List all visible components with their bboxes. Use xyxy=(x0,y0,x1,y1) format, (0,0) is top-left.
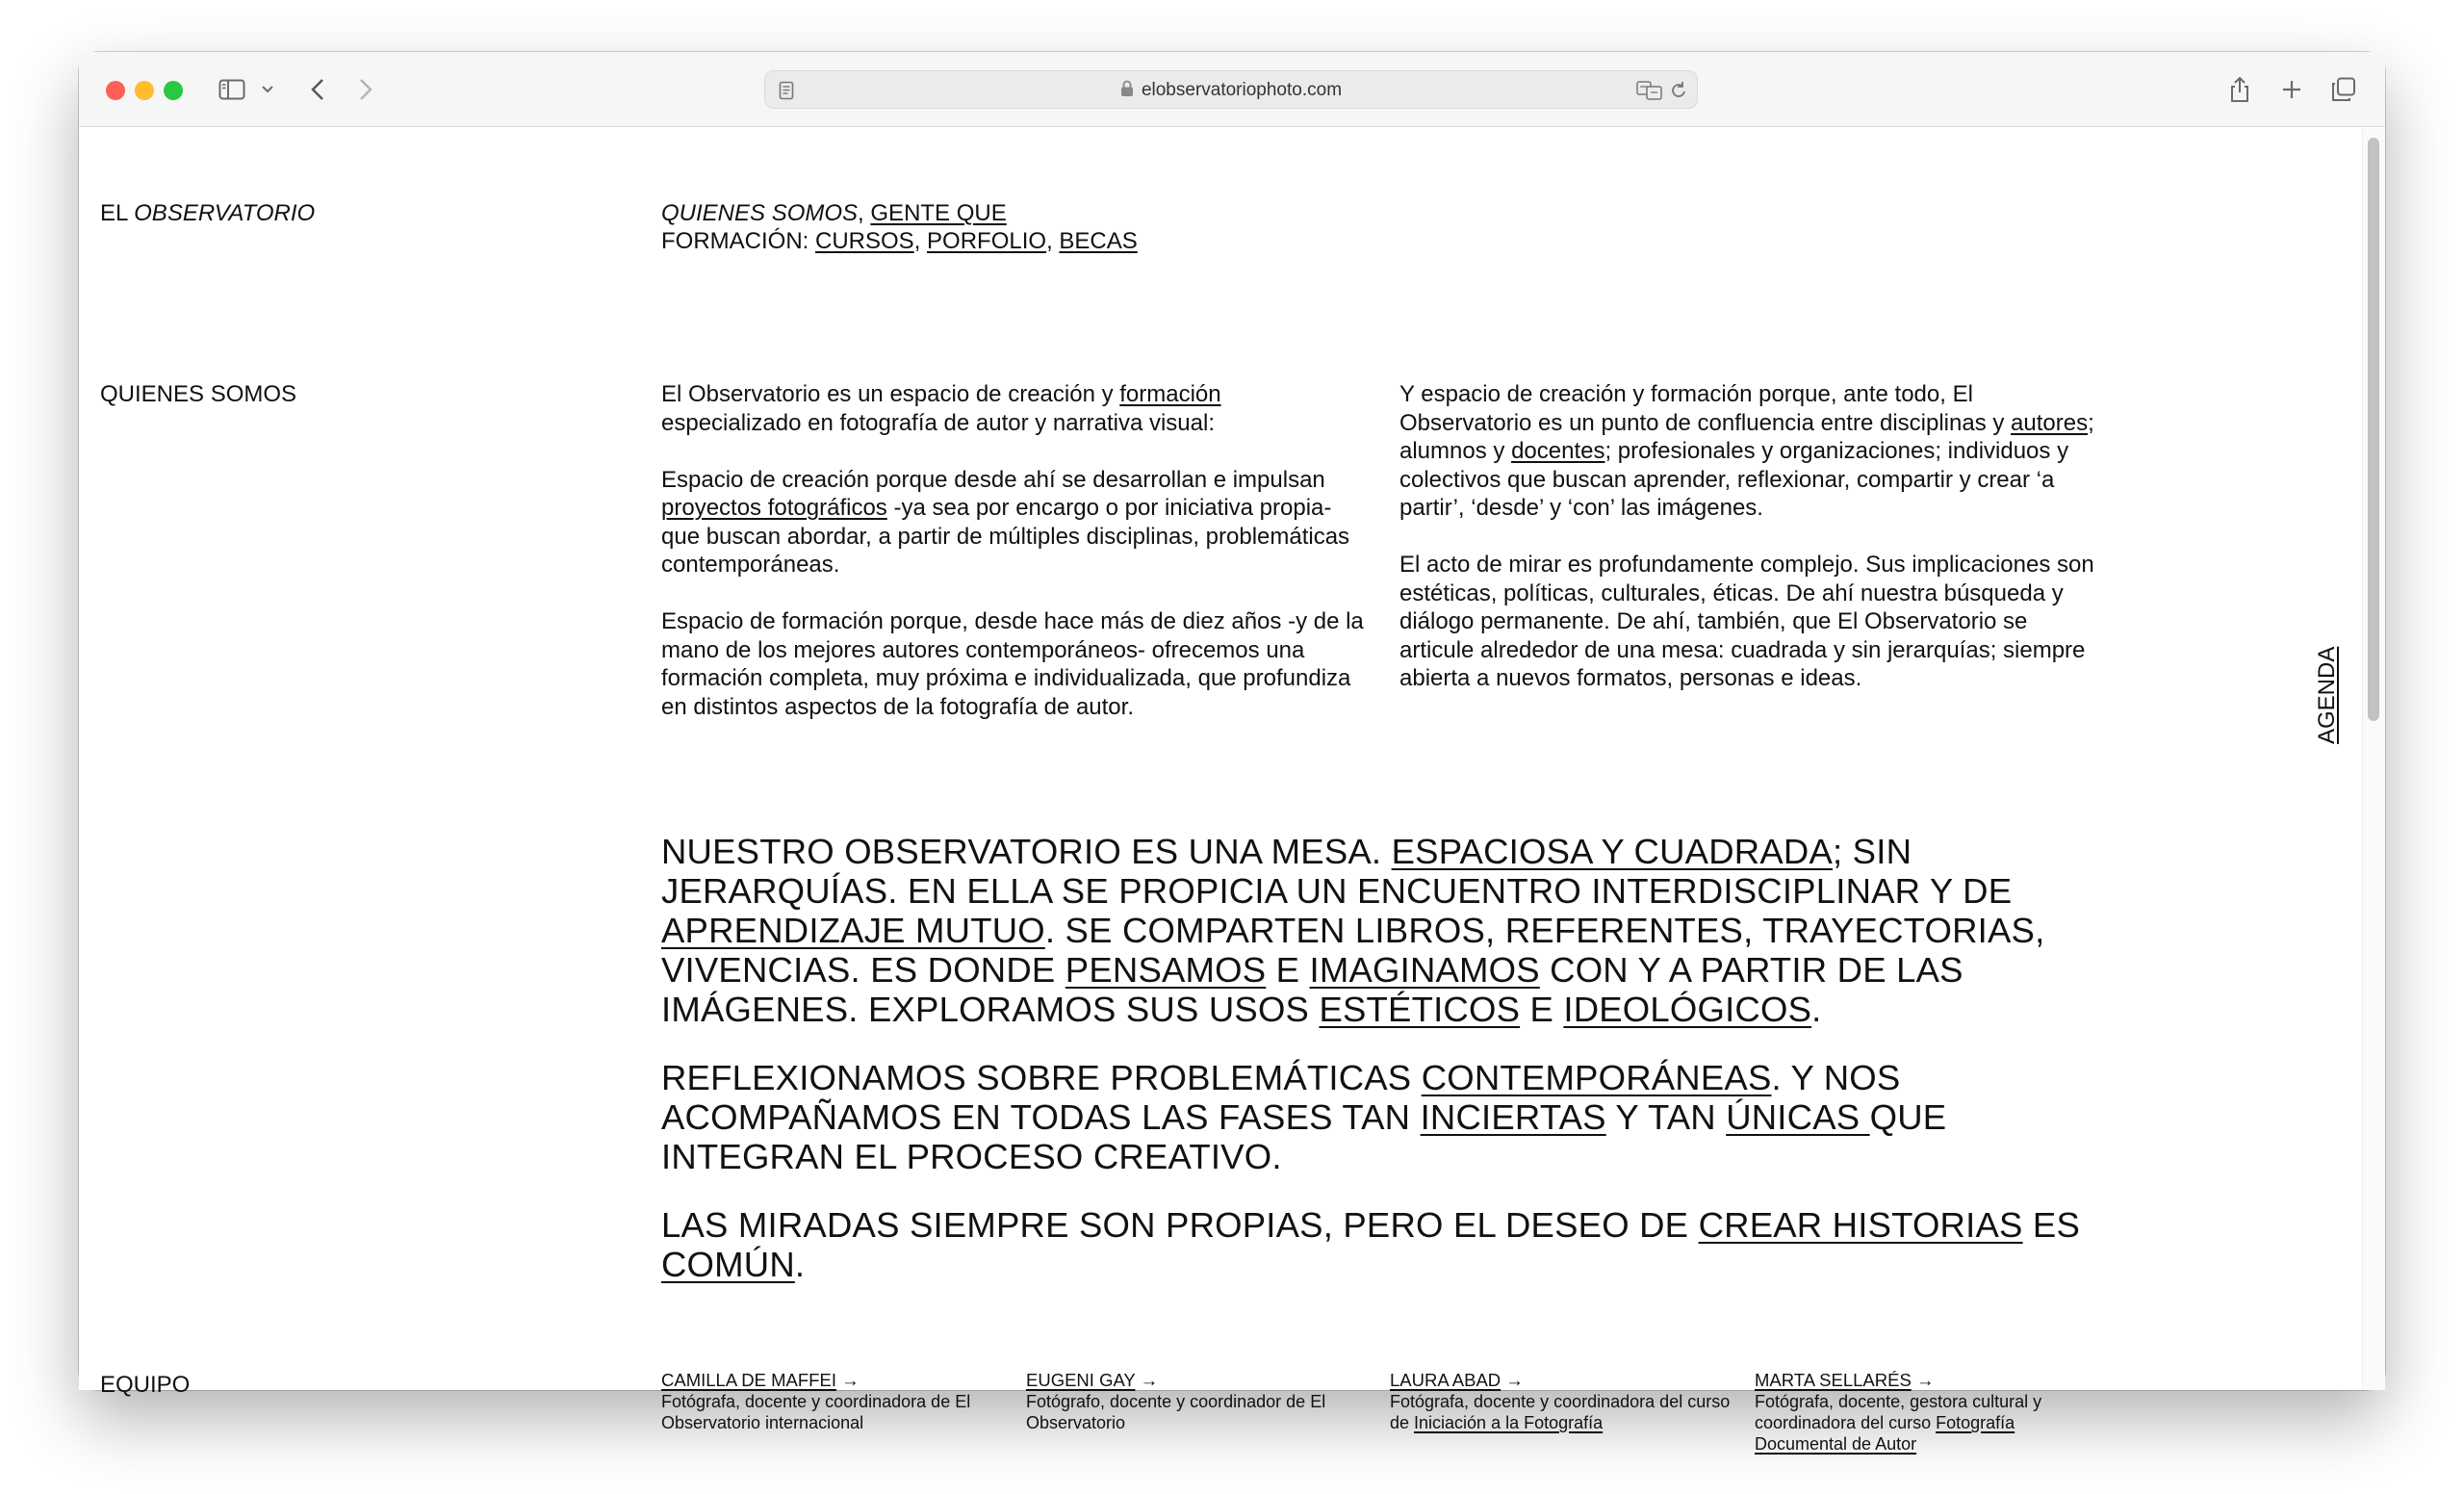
link-esteticos[interactable]: ESTÉTICOS xyxy=(1319,990,1521,1029)
link-formacion[interactable]: formación xyxy=(1119,381,1221,407)
quienes-paragraph: El acto de mirar es profundamente complejo. Sus implicaciones son estéticas, políticas, culturales, éticas. De ahí nuestra búsqueda y diálogo permanente. De ahí, también, que El Observatorio se articule alrededor de una mesa: cuadrada y sin jerarquías; siempre abierta a nuevos formatos, personas e ideas. xyxy=(1399,552,2094,691)
link-contemporaneas[interactable]: CONTEMPORÁNEAS xyxy=(1421,1058,1772,1097)
nav-formacion-label: FORMACIÓN: xyxy=(661,228,815,254)
link-docentes[interactable]: docentes xyxy=(1511,438,1605,464)
team-member xyxy=(1755,1370,2101,1455)
web-page xyxy=(79,128,2385,1454)
quienes-paragraph: Espacio de creación porque desde ahí se desarrollan e impulsan proyectos fotográficos -ya sea por encargo o por iniciativa propia- que buscan abordar, a partir de múltiples disciplinas, problemáticas contemporáneas. xyxy=(661,466,1350,578)
arrow-right-icon: → xyxy=(1911,1370,1935,1390)
forward-arrow-icon[interactable] xyxy=(354,71,377,108)
manifesto-block: NUESTRO OBSERVATORIO ES UNA MESA. ESPACIOSA Y CUADRADA; SIN JERARQUÍAS. EN ELLA SE PROPICIA UN ENCUENTRO INTERDISCIPLINAR Y DE APRENDIZAJE MUTUO. SE COMPARTEN LIBROS, REFERENTES, TRAYECTORIAS, VIVENCIAS. ES DONDE PENSAMOS E IMAGINAMOS CON Y A PARTIR DE LAS IMÁGENES. EXPLORAMOS SUS USOS ESTÉTICOS E IDEOLÓGICOS. xyxy=(661,832,2045,1029)
lock-icon xyxy=(1120,80,1134,97)
link-espaciosa-y-cuadrada[interactable]: ESPACIOSA Y CUADRADA xyxy=(1391,832,1833,871)
link-fotografia-documental[interactable]: Fotografía Documental de Autor xyxy=(1755,1413,2015,1454)
browser-toolbar xyxy=(79,52,2385,127)
quienes-left-column xyxy=(661,380,1364,750)
back-arrow-icon[interactable] xyxy=(306,71,329,108)
link-autores[interactable]: autores xyxy=(2011,409,2089,436)
quienes-paragraph: Y espacio de creación y formación porque, ante todo, El Observatorio es un punto de confluencia entre disciplinas y autores; alumnos y docentes; profesionales y organizaciones; individuos y colectivos que buscan aprender, reflexionar, compartir y crear ‘a partir’, ‘desde’ y ‘con’ las imágenes. xyxy=(1399,381,2094,521)
scrollbar-thumb[interactable] xyxy=(2368,138,2379,721)
url-value: elobservatoriophoto.com xyxy=(1141,80,1343,100)
logo-italic: OBSERVATORIO xyxy=(134,200,316,226)
manifesto xyxy=(661,832,2105,1313)
team-member-desc: Fotógrafa, docente y coordinadora del curso de Iniciación a la Fotografía xyxy=(1390,1392,1731,1432)
nav-line-2: FORMACIÓN: CURSOS, PORFOLIO, BECAS xyxy=(661,228,1138,254)
nav-becas[interactable]: BECAS xyxy=(1059,228,1138,254)
logo-prefix: EL xyxy=(100,200,135,226)
nav-cursos[interactable]: CURSOS xyxy=(815,228,914,254)
browser-window xyxy=(79,52,2385,1454)
link-inciertas[interactable]: INCIERTAS xyxy=(1420,1097,1606,1137)
tab-overview-icon[interactable] xyxy=(2329,71,2358,108)
team-member-name[interactable]: MARTA SELLARÉS xyxy=(1755,1370,1912,1390)
arrow-right-icon: → xyxy=(1501,1370,1524,1390)
team-member xyxy=(1390,1370,1736,1433)
main-nav xyxy=(661,199,1335,255)
translate-icon[interactable] xyxy=(1635,71,1664,110)
team-member-desc: Fotógrafa, docente, gestora cultural y coordinadora del curso Fotografía Documental de Autor xyxy=(1755,1392,2042,1454)
zoom-window-button[interactable] xyxy=(164,81,183,100)
link-aprendizaje-mutuo[interactable]: APRENDIZAJE MUTUO xyxy=(661,911,1045,950)
section-heading-equipo: EQUIPO xyxy=(100,1372,191,1398)
nav-porfolio[interactable]: PORFOLIO xyxy=(927,228,1047,254)
team-member-name[interactable]: LAURA ABAD xyxy=(1390,1370,1502,1390)
nav-gente-que[interactable]: GENTE QUE xyxy=(870,200,1007,226)
url-text[interactable] xyxy=(765,71,1697,110)
team-member xyxy=(661,1370,1008,1433)
team-member-desc: Fotógrafo, docente y coordinador de El Observatorio xyxy=(1026,1392,1326,1432)
arrow-right-icon: → xyxy=(1135,1370,1159,1390)
team-member-desc: Fotógrafa, docente y coordinadora de El Observatorio internacional xyxy=(661,1392,971,1432)
quienes-paragraph: El Observatorio es un espacio de creación y formación especializado en fotografía de autor y narrativa visual: xyxy=(661,381,1221,436)
quienes-right-column xyxy=(1399,380,2102,721)
team-member-name[interactable]: CAMILLA DE MAFFEI xyxy=(661,1370,836,1390)
scrollbar[interactable] xyxy=(2362,128,2385,1390)
link-crear-historias[interactable]: CREAR HISTORIAS xyxy=(1698,1205,2023,1245)
site-logo[interactable] xyxy=(100,199,315,228)
link-iniciacion-fotografia[interactable]: Iniciación a la Fotografía xyxy=(1414,1413,1604,1432)
manifesto-block: REFLEXIONAMOS SOBRE PROBLEMÁTICAS CONTEMPORÁNEAS. Y NOS ACOMPAÑAMOS EN TODAS LAS FASES TAN INCIERTAS Y TAN ÚNICAS QUE INTEGRAN EL PROCESO CREATIVO. xyxy=(661,1058,1947,1176)
team-member xyxy=(1026,1370,1373,1433)
nav-line-1: QUIENES SOMOS, GENTE QUE xyxy=(661,200,1007,226)
new-tab-plus-icon[interactable] xyxy=(2277,71,2306,108)
address-bar[interactable] xyxy=(764,70,1698,109)
quienes-paragraph: Espacio de formación porque, desde hace más de diez años -y de la mano de los mejores autores contemporáneos- ofrecemos una formación completa, muy próxima e individualizada, que profundiza en distintos aspectos de la fotografía de autor. xyxy=(661,608,1364,720)
arrow-right-icon: → xyxy=(835,1370,860,1390)
reload-icon[interactable] xyxy=(1666,71,1691,110)
close-window-button[interactable] xyxy=(106,81,125,100)
link-pensamos[interactable]: PENSAMOS xyxy=(1065,950,1267,990)
agenda-link[interactable]: AGENDA xyxy=(2314,646,2340,744)
section-heading-quienes-somos: QUIENES SOMOS xyxy=(100,381,297,407)
link-ideologicos[interactable]: IDEOLÓGICOS xyxy=(1563,990,1812,1029)
link-proyectos-fotograficos[interactable]: proyectos fotográficos xyxy=(661,495,887,521)
manifesto-block: LAS MIRADAS SIEMPRE SON PROPIAS, PERO EL DESEO DE CREAR HISTORIAS ES COMÚN. xyxy=(661,1205,2080,1284)
sidebar-toggle-icon[interactable] xyxy=(216,71,248,108)
minimize-window-button[interactable] xyxy=(135,81,154,100)
chevron-down-icon[interactable] xyxy=(260,71,275,108)
team-member-name[interactable]: EUGENI GAY xyxy=(1026,1370,1136,1390)
link-comun[interactable]: COMÚN xyxy=(661,1245,795,1284)
link-imaginamos[interactable]: IMAGINAMOS xyxy=(1309,950,1540,990)
nav-quienes-somos[interactable]: QUIENES SOMOS xyxy=(661,200,859,226)
link-unicas[interactable]: ÚNICAS xyxy=(1726,1097,1870,1137)
share-icon[interactable] xyxy=(2225,71,2254,108)
